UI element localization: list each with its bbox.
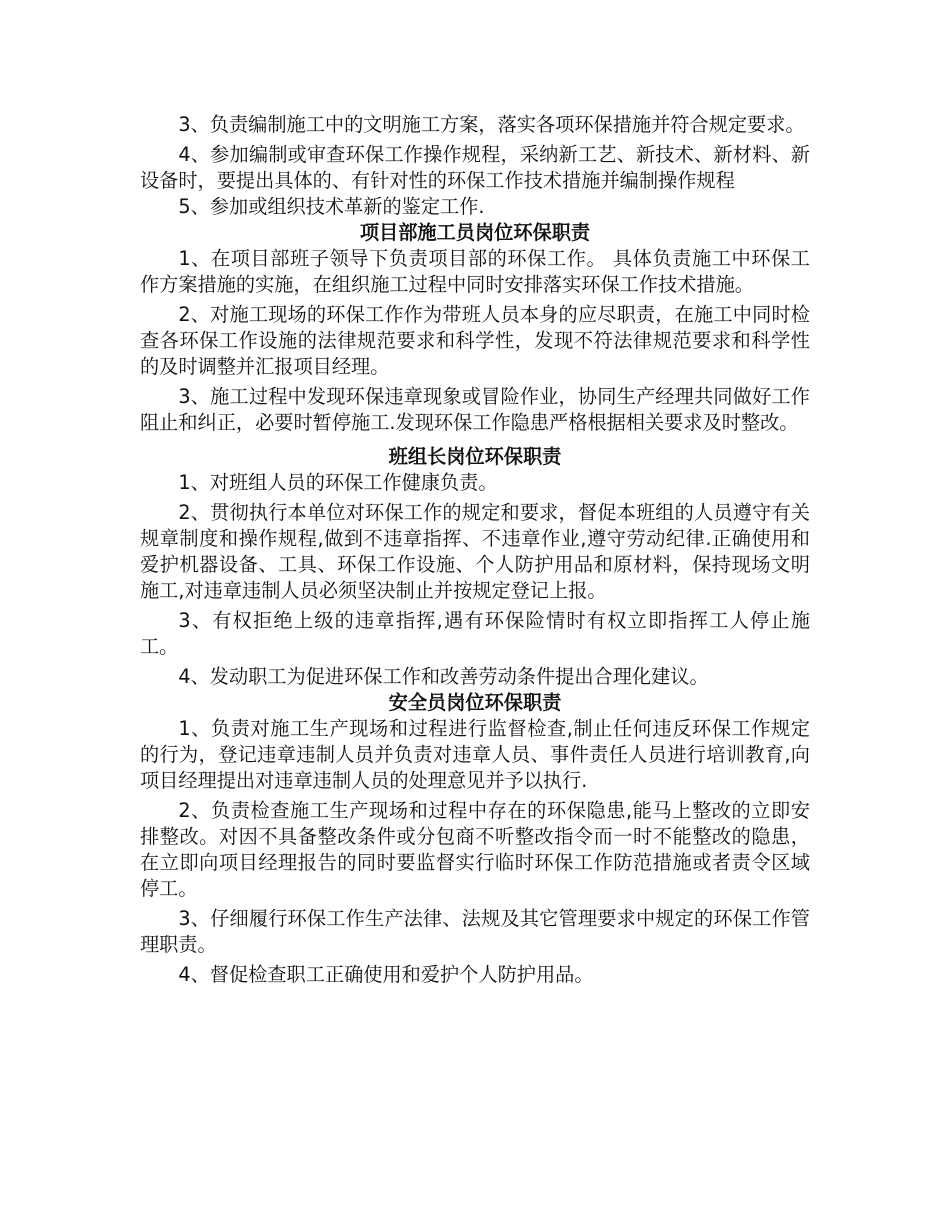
document-page <box>140 112 810 988</box>
paragraph-2: 2、贯彻执行本单位对环保工作的规定和要求，督促本班组的人员遵守有关规章制度和操作规程,做到不违章指挥、不违章作业,遵守劳动纪律.正确使用和爱护机器设备、工具、环保工作设施、个人防护用品和原材料，保持现场文明施工,对违章违制人员必须坚决制止并按规定登记上报。 <box>140 501 810 602</box>
paragraph-3: 3、仔细履行环保工作生产法律、法规及其它管理要求中规定的环保工作管理职责。 <box>140 907 810 956</box>
paragraph-1: 1、在项目部班子领导下负责项目部的环保工作。 具体负责施工中环保工作方案措施的实施，在组织施工过程中同时安排落实环保工作技术措施。 <box>140 247 810 296</box>
paragraph-3: 3、施工过程中发现环保违章现象或冒险作业，协同生产经理共同做好工作阻止和纠正，必要时暂停施工.发现环保工作隐患严格根据相关要求及时整改。 <box>140 385 810 434</box>
paragraph-3: 3、负责编制施工中的文明施工方案，落实各项环保措施并符合规定要求。 <box>178 113 805 136</box>
section-heading-team-leader: 班组长岗位环保职责 <box>388 445 562 468</box>
paragraph-4: 4、参加编制或审查环保工作操作规程，采纳新工艺、新技术、新材料、新设备时，要提出具体的、有针对性的环保工作技术措施并编制操作规程 <box>140 143 810 192</box>
paragraph-5: 5、参加或组织技术革新的鉴定工作. <box>178 195 485 218</box>
paragraph-3: 3、有权拒绝上级的违章指挥,遇有环保险情时有权立即指挥工人停止施工。 <box>140 609 810 658</box>
paragraph-1: 1、负责对施工生产现场和过程进行监督检查,制止任何违反环保工作规定的行为，登记违章违制人员并负责对违章人员、事件责任人员进行培训教育,向项目经理提出对违章违制人员的处理意见并予以执行. <box>140 717 810 792</box>
paragraph-2: 2、对施工现场的环保工作作为带班人员本身的应尽职责，在施工中同时检查各环保工作设施的法律规范要求和科学性，发现不符法律规范要求和科学性的及时调整并汇报项目经理。 <box>140 303 810 378</box>
paragraph-4: 4、发动职工为促进环保工作和改善劳动条件提出合理化建议。 <box>178 665 709 688</box>
section-heading-safety-officer: 安全员岗位环保职责 <box>388 691 562 714</box>
paragraph-2: 2、负责检查施工生产现场和过程中存在的环保隐患,能马上整改的立即安排整改。对因不具备整改条件或分包商不听整改指令而一时不能整改的隐患，在立即向项目经理报告的同时要监督实行临时环保工作防范措施或者责令区域停工。 <box>140 799 810 900</box>
paragraph-1: 1、对班组人员的环保工作健康负责。 <box>178 471 498 494</box>
section-heading-construction-staff: 项目部施工员岗位环保职责 <box>359 221 591 244</box>
paragraph-4: 4、督促检查职工正确使用和爱护个人防护用品。 <box>178 963 594 986</box>
